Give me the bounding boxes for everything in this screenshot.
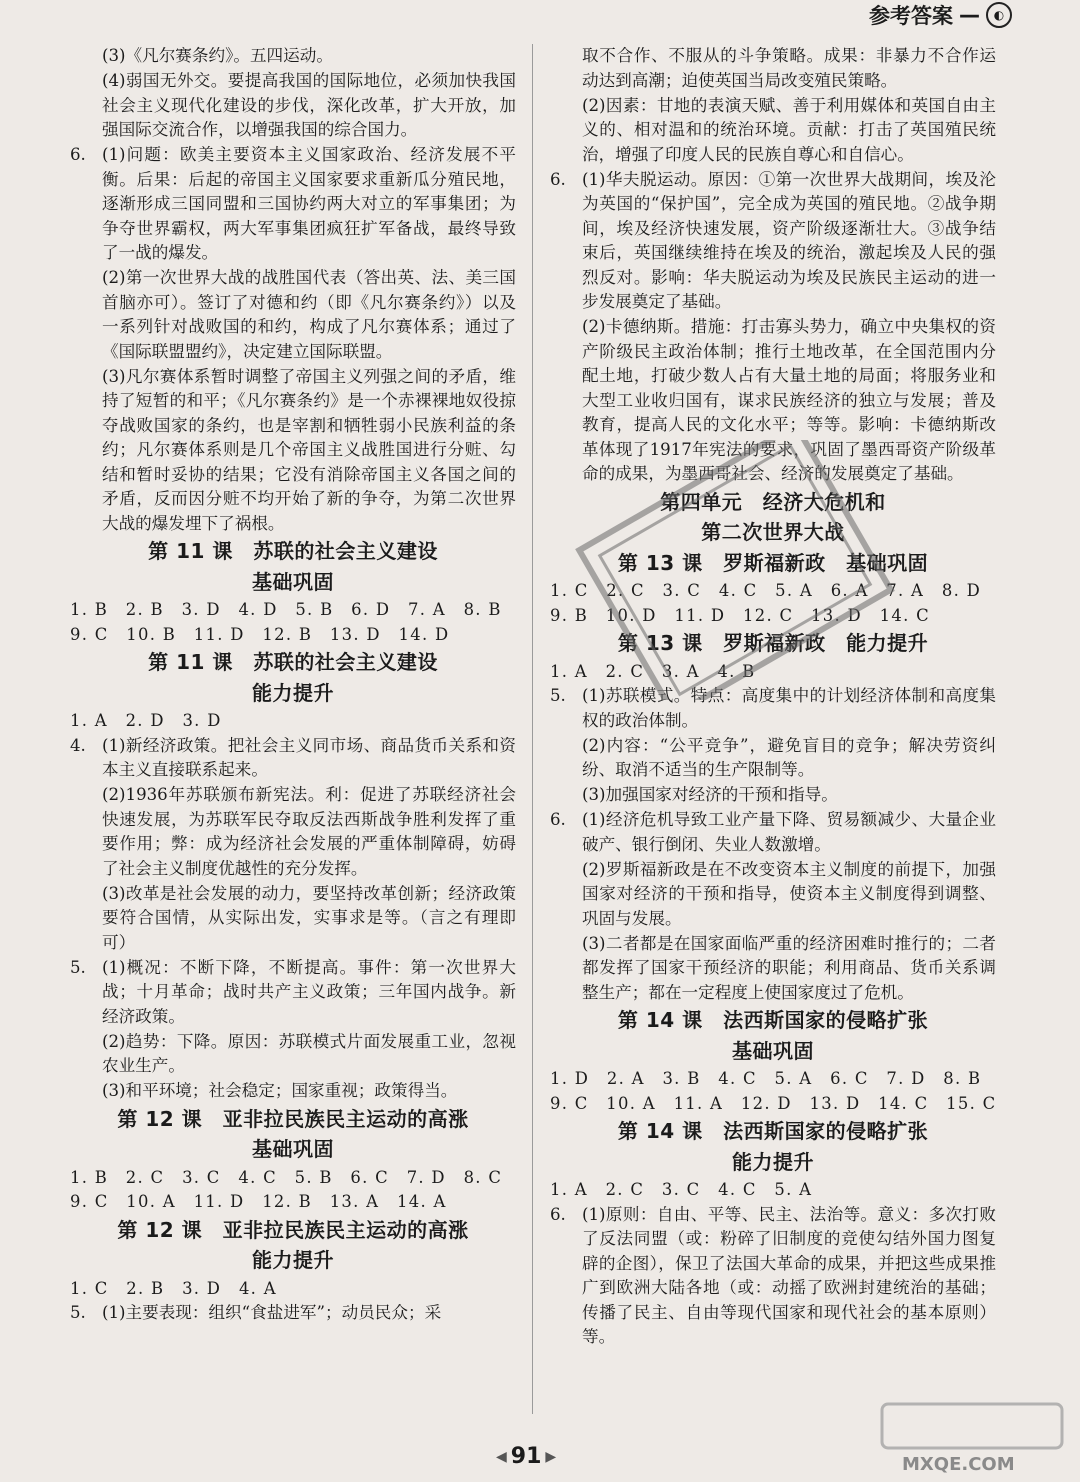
section-heading: 能力提升 (252, 1248, 334, 1272)
section-heading: 基础巩固 (252, 569, 334, 594)
section-heading: 第 12 课 亚非拉民族民主运动的高涨 (117, 1106, 469, 1131)
answer-line: 9. B 10. D 11. D 12. C 13. D 14. C (550, 605, 930, 625)
question-item (550, 168, 996, 315)
left-arrow-icon: ◀ (496, 1448, 507, 1465)
header-title: 参考答案 (869, 4, 953, 28)
right-arrow-icon: ▶ (545, 1448, 557, 1465)
answer-line: 9. C 10. A 11. D 12. B 13. A 14. A (70, 1192, 447, 1211)
page-number: 91 (510, 1444, 542, 1469)
answer-line: 9. C 10. B 11. D 12. B 13. D 14. D (70, 624, 450, 644)
answer-line: 9. C 10. A 11. A 12. D 13. D 14. C 15. C (550, 1093, 997, 1113)
answer-paragraph: (2)因素：甘地的表演天赋、善于利用媒体和英国自由主义的、相对温和的统治环境。贡献：打击了英国殖民统治，增强了印度人民的民族自尊心和自信心。 (582, 95, 996, 164)
question-number: 6. (550, 169, 566, 189)
question-number: 5. (70, 1303, 86, 1322)
section-heading: 第 14 课 法西斯国家的侵略扩张 (617, 1008, 929, 1032)
question-item (550, 684, 996, 733)
answer-paragraph: (3)《凡尔赛条约》。五四运动。 (102, 46, 333, 65)
answer-paragraph: (2)第一次世界大战的战胜国代表（答出英、法、美三国首脑亦可）。签订了对德和约（即《凡尔赛条约》）以及一系列针对战败国的和约，构成了凡尔赛体系；通过了《国际联盟盟约》，决定建立国际联盟。 (102, 268, 516, 361)
question-text: (1)原则：自由、平等、民主、法治等。意义：多次打败了反法同盟（或：粉碎了旧制度的竞使勾结外国力图复辟的企图），保卫了法国大革命的成果，并把这些成果推广到欧洲大陆各地（或：动摇了欧洲封建统治的基础；传播了民主、自由等现代国家和现代社会的基本原则）等。 (582, 1204, 996, 1346)
answer-line: 1. D 2. A 3. B 4. C 5. A 6. C 7. D 8. B (550, 1069, 982, 1088)
question-number: 5. (70, 957, 86, 977)
question-number: 6. (70, 145, 86, 164)
answer-paragraph: 取不合作、不服从的斗争策略。成果：非暴力不合作运动达到高潮；迫使英国当局改变殖民策略。 (582, 46, 996, 90)
question-item (70, 143, 516, 266)
section-heading: 第 11 课 苏联的社会主义建设 (148, 539, 438, 563)
question-item (550, 808, 996, 857)
answer-paragraph: (3)凡尔赛体系暂时调整了帝国主义列强之间的矛盾，维持了短暂的和平；《凡尔赛条约》是一个赤裸裸地奴役掠夺战败国家的条约，也是宰割和牺牲弱小民族利益的条约；凡尔赛体系则是几个帝国主义战胜国进行分赃、勾结和暂时妥协的结果；它没有消除帝国主义各国之间的矛盾，反而因分赃不均开始了新的争夺，为第二次世界大战的爆发埋下了祸根。 (102, 366, 516, 533)
section-heading: 第二次世界大战 (701, 520, 845, 544)
question-item (550, 1203, 996, 1350)
answer-line: 1. B 2. C 3. C 4. C 5. B 6. C 7. D 8. C (70, 1167, 503, 1187)
question-item (70, 734, 516, 783)
page-footer (496, 1444, 556, 1469)
watermark-url: MXQE.COM (902, 1454, 1015, 1475)
question-item (70, 956, 516, 1030)
answer-paragraph: (3)改革是社会发展的动力，要坚持改革创新；经济政策要符合国情，从实际出发，实事求是等。（言之有理即可） (102, 883, 516, 952)
page-header (869, 0, 1012, 30)
section-heading: 第 12 课 亚非拉民族民主运动的高涨 (117, 1217, 469, 1242)
left-column (70, 44, 516, 1326)
question-number: 6. (550, 1204, 566, 1224)
question-text: (1)问题：欧美主要资本主义国家政治、经济发展不平衡。后果：后起的帝国主义国家要求重新瓜分殖民地，逐渐形成三国同盟和三国协约两大对立的军事集团；为争夺世界霸权，两大军事集团疯狂扩军备战，最终导致了一战的爆发。 (102, 145, 516, 262)
answer-paragraph: (2)内容：“公平竞争”，避免盲目的竞争；解决劳资纠纷、取消不适当的生产限制等。 (582, 735, 996, 779)
answer-line: 1. A 2. C 3. A 4. B (550, 661, 756, 681)
section-heading: 第 11 课 苏联的社会主义建设 (148, 650, 438, 674)
question-number: 6. (550, 810, 566, 829)
answer-paragraph: (3)加强国家对经济的干预和指导。 (582, 785, 838, 804)
question-text: (1)经济危机导致工业产量下降、贸易额减少、大量企业破产、银行倒闭、失业人数激增。 (582, 810, 996, 854)
column-divider (532, 44, 533, 1414)
section-heading: 第 13 课 罗斯福新政 能力提升 (617, 631, 929, 655)
question-number: 5. (550, 686, 566, 705)
question-number: 4. (70, 735, 86, 755)
answer-line: 1. A 2. D 3. D (70, 711, 222, 730)
answer-paragraph: (2)罗斯福新政是在不改变资本主义制度的前提下，加强国家对经济的干预和指导，使资本主义制度得到调整、巩固与发展。 (582, 859, 996, 928)
question-text: (1)华夫脱运动。原因：①第一次世界大战期间，埃及沦为英国的“保护国”，完全成为英国的殖民地。②战争期间，埃及经济快速发展，资产阶级逐渐壮大。③战争结束后，英国继续维持在埃及的统治，激起埃及人民的强烈反对。影响：华夫脱运动为埃及民族民主运动的进一步发展奠定了基础。 (582, 169, 996, 311)
answer-paragraph: (3)和平环境；社会稳定；国家重视；政策得当。 (102, 1081, 458, 1100)
right-column (550, 44, 996, 1350)
question-text: (1)主要表现：组织“食盐进军”；动员民众；采 (102, 1303, 442, 1322)
answer-paragraph: (2)趋势：下降。原因：苏联模式片面发展重工业，忽视农业生产。 (102, 1031, 516, 1075)
question-item (70, 1301, 516, 1326)
answer-paragraph: (2)1936年苏联颁布新宪法。利：促进了苏联经济社会快速发展，为苏联军民夺取反法西斯战争胜利发挥了重要作用；弊：成为经济社会发展的严重体制障碍，妨碍了社会主义制度优越性的充分发挥。 (102, 785, 516, 878)
answer-line: 1. A 2. C 3. C 4. C 5. A (550, 1180, 813, 1199)
question-text: (1)新经济政策。把社会主义同市场、商品货币关系和资本主义直接联系起来。 (102, 735, 516, 779)
question-text: (1)苏联模式。特点：高度集中的计划经济体制和高度集权的政治体制。 (582, 686, 996, 730)
site-watermark (872, 1398, 1072, 1478)
answer-line: 1. B 2. B 3. D 4. D 5. B 6. D 7. A 8. B (70, 600, 502, 619)
header-logo-icon: ◐ (986, 2, 1012, 28)
answer-paragraph: (3)二者都是在国家面临严重的经济困难时推行的；二者都发挥了国家干预经济的职能；利用商品、货币关系调整生产；都在一定程度上使国家度过了危机。 (582, 933, 996, 1002)
section-heading: 能力提升 (732, 1149, 814, 1174)
header-dash: — (959, 3, 980, 27)
answer-paragraph: (4)弱国无外交。要提高我国的国际地位，必须加快我国社会主义现代化建设的步伐，深化改革，扩大开放，加强国际交流合作，以增强我国的综合国力。 (102, 71, 516, 139)
section-heading: 能力提升 (252, 680, 334, 705)
answer-paragraph: (2)卡德纳斯。措施：打击寡头势力，确立中央集权的资产阶级民主政治体制；推行土地改革，在全国范围内分配土地，打破少数人占有大量土地的局面；将服务业和大型工业收归国有，谋求民族经济的独立与发展；普及教育，提高人民的文化水平；等等。影响：卡德纳斯改革体现了1917年宪法的要求，巩固了墨西哥资产阶级革命的成果，为墨西哥社会、经济的发展奠定了基础。 (582, 317, 996, 483)
answer-line: 1. C 2. C 3. C 4. C 5. A 6. A 7. A 8. D (550, 581, 982, 600)
question-text: (1)概况：不断下降，不断提高。事件：第一次世界大战；十月革命；战时共产主义政策；三年国内战争。新经济政策。 (102, 957, 516, 1026)
section-heading: 基础巩固 (732, 1038, 814, 1063)
section-heading: 基础巩固 (252, 1137, 334, 1161)
section-heading: 第 13 课 罗斯福新政 基础巩固 (617, 550, 929, 575)
section-heading: 第四单元 经济大危机和 (660, 489, 886, 514)
answer-line: 1. C 2. B 3. D 4. A (70, 1278, 277, 1298)
section-heading: 第 14 课 法西斯国家的侵略扩张 (617, 1119, 929, 1143)
